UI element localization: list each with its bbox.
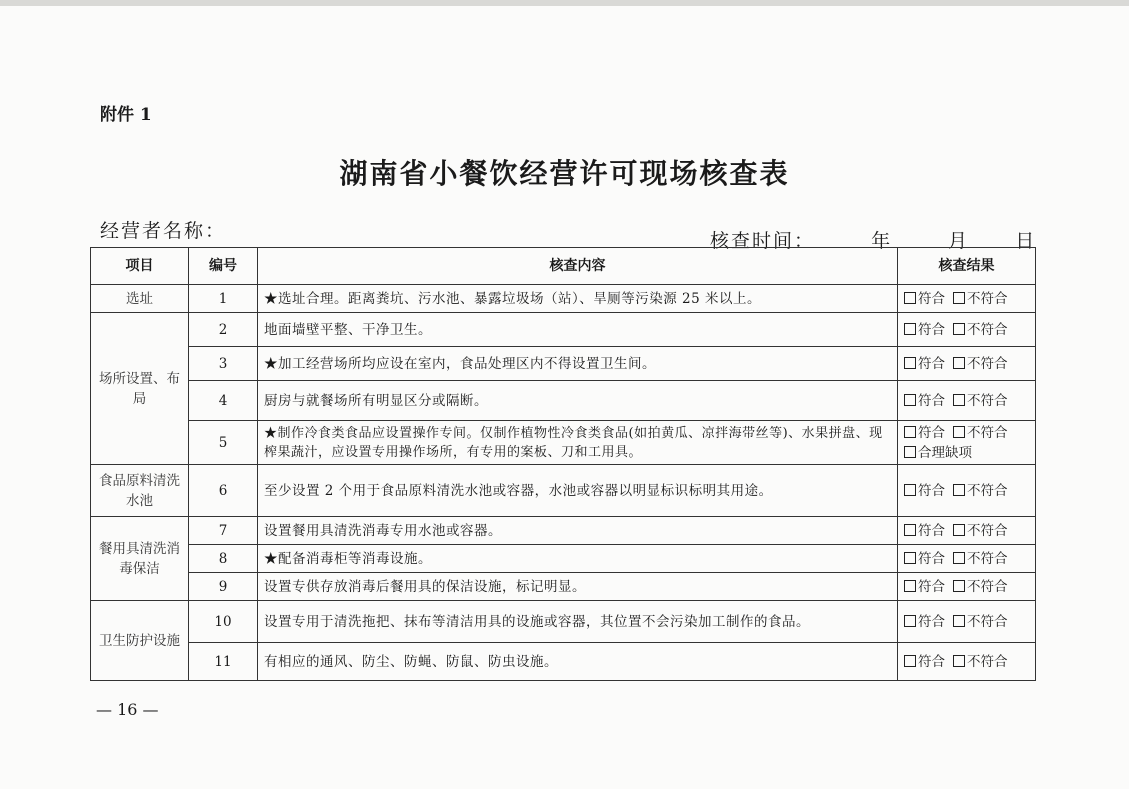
result-options (898, 285, 1036, 313)
conform-option[interactable]: 符合 (904, 551, 945, 567)
checkbox-icon (953, 394, 965, 406)
result-options (898, 545, 1036, 573)
not-conform-option[interactable]: 不符合 (953, 551, 1008, 567)
check-content: 地面墙壁平整、干净卫生。 (258, 313, 898, 347)
conform-option[interactable]: 符合 (904, 322, 945, 338)
day-label: 日 (1015, 230, 1037, 252)
result-options (898, 517, 1036, 545)
not-conform-option[interactable]: 不符合 (953, 425, 1008, 441)
not-conform-option[interactable]: 不符合 (953, 483, 1008, 499)
not-conform-option[interactable]: 不符合 (953, 356, 1008, 372)
conform-option[interactable]: 符合 (904, 483, 945, 499)
table-row (91, 601, 1036, 643)
conform-option[interactable]: 符合 (904, 523, 945, 539)
row-number: 10 (189, 601, 258, 643)
category-tableware: 餐用具清洗消毒保洁 (91, 517, 189, 601)
checkbox-icon (904, 484, 916, 496)
not-conform-option[interactable]: 不符合 (953, 322, 1008, 338)
not-conform-option[interactable]: 不符合 (953, 579, 1008, 595)
conform-option[interactable]: 符合 (904, 614, 945, 630)
check-content: 至少设置 2 个用于食品原料清洗水池或容器，水池或容器以明显标识标明其用途。 (258, 465, 898, 517)
not-conform-option[interactable]: 不符合 (953, 654, 1008, 670)
checkbox-icon (953, 323, 965, 335)
result-options (898, 381, 1036, 421)
category-layout: 场所设置、布局 (91, 313, 189, 465)
column-header-number: 编号 (189, 248, 258, 285)
checkbox-icon (953, 615, 965, 627)
result-options (898, 347, 1036, 381)
document-title: 湖南省小餐饮经营许可现场核查表 (339, 157, 790, 190)
check-content: 有相应的通风、防尘、防蝇、防鼠、防虫设施。 (258, 643, 898, 681)
check-content: ★加工经营场所均应设在室内，食品处理区内不得设置卫生间。 (258, 347, 898, 381)
table-row (91, 643, 1036, 681)
row-number: 8 (189, 545, 258, 573)
inspection-checklist-table (90, 247, 1036, 681)
conform-option[interactable]: 符合 (904, 425, 945, 441)
year-label: 年 (871, 230, 893, 252)
conform-option[interactable]: 符合 (904, 393, 945, 409)
checkbox-icon (904, 323, 916, 335)
month-label: 月 (948, 230, 970, 252)
table-row (91, 285, 1036, 313)
checkbox-icon (953, 292, 965, 304)
operator-name-label: 经营者名称： (100, 220, 227, 242)
checkbox-icon (953, 552, 965, 564)
not-conform-option[interactable]: 不符合 (953, 291, 1008, 307)
checkbox-icon (904, 615, 916, 627)
conform-option[interactable]: 符合 (904, 654, 945, 670)
checkbox-icon (904, 552, 916, 564)
checkbox-icon (904, 580, 916, 592)
not-conform-option[interactable]: 不符合 (953, 614, 1008, 630)
checkbox-icon (904, 394, 916, 406)
row-number: 5 (189, 421, 258, 465)
row-number: 1 (189, 285, 258, 313)
category-washing: 食品原料清洗水池 (91, 465, 189, 517)
table-row (91, 573, 1036, 601)
row-number: 3 (189, 347, 258, 381)
checkbox-icon (953, 426, 965, 438)
table-row (91, 313, 1036, 347)
column-header-content: 核查内容 (258, 248, 898, 285)
check-content: ★配备消毒柜等消毒设施。 (258, 545, 898, 573)
result-options (898, 421, 1036, 465)
check-content: ★选址合理。距离粪坑、污水池、暴露垃圾场（站）、旱厕等污染源 25 米以上。 (258, 285, 898, 313)
check-content: ★制作冷食类食品应设置操作专间。仅制作植物性冷食类食品(如拍黄瓜、凉拌海带丝等)、水果拼盘、现榨果蔬汁，应设置专用操作场所，有专用的案板、刀和工用具。 (258, 421, 898, 465)
category-site: 选址 (91, 285, 189, 313)
column-header-item: 项目 (91, 248, 189, 285)
not-conform-option[interactable]: 不符合 (953, 393, 1008, 409)
table-row (91, 421, 1036, 465)
row-number: 4 (189, 381, 258, 421)
result-options (898, 601, 1036, 643)
table-header-row (91, 248, 1036, 285)
check-content: 设置餐用具清洗消毒专用水池或容器。 (258, 517, 898, 545)
result-options (898, 573, 1036, 601)
conform-option[interactable]: 符合 (904, 291, 945, 307)
page-edge (0, 0, 1129, 6)
page-number: — 16 — (96, 700, 159, 719)
table-row (91, 381, 1036, 421)
checkbox-icon (904, 655, 916, 667)
check-content: 设置专供存放消毒后餐用具的保洁设施，标记明显。 (258, 573, 898, 601)
attachment-label: 附件 1 (100, 105, 152, 125)
checkbox-icon (953, 580, 965, 592)
checkbox-icon (904, 446, 916, 458)
check-content: 设置专用于清洗拖把、抹布等清洁用具的设施或容器，其位置不会污染加工制作的食品。 (258, 601, 898, 643)
checkbox-icon (904, 426, 916, 438)
checkbox-icon (953, 357, 965, 369)
row-number: 6 (189, 465, 258, 517)
checkbox-icon (904, 524, 916, 536)
row-number: 7 (189, 517, 258, 545)
conform-option[interactable]: 符合 (904, 356, 945, 372)
result-options (898, 313, 1036, 347)
checkbox-icon (953, 484, 965, 496)
row-number: 9 (189, 573, 258, 601)
table-row (91, 347, 1036, 381)
checkbox-icon (953, 524, 965, 536)
row-number: 11 (189, 643, 258, 681)
table-row (91, 545, 1036, 573)
column-header-result: 核查结果 (898, 248, 1036, 285)
inspection-time-label: 核查时间： (710, 230, 816, 252)
check-content: 厨房与就餐场所有明显区分或隔断。 (258, 381, 898, 421)
conform-option[interactable]: 符合 (904, 579, 945, 595)
checkbox-icon (904, 357, 916, 369)
row-number: 2 (189, 313, 258, 347)
result-options (898, 465, 1036, 517)
result-options (898, 643, 1036, 681)
table-row (91, 465, 1036, 517)
reasonable-missing-option[interactable]: 合理缺项 (904, 445, 972, 461)
checkbox-icon (904, 292, 916, 304)
category-hygiene: 卫生防护设施 (91, 601, 189, 681)
table-row (91, 517, 1036, 545)
checkbox-icon (953, 655, 965, 667)
not-conform-option[interactable]: 不符合 (953, 523, 1008, 539)
